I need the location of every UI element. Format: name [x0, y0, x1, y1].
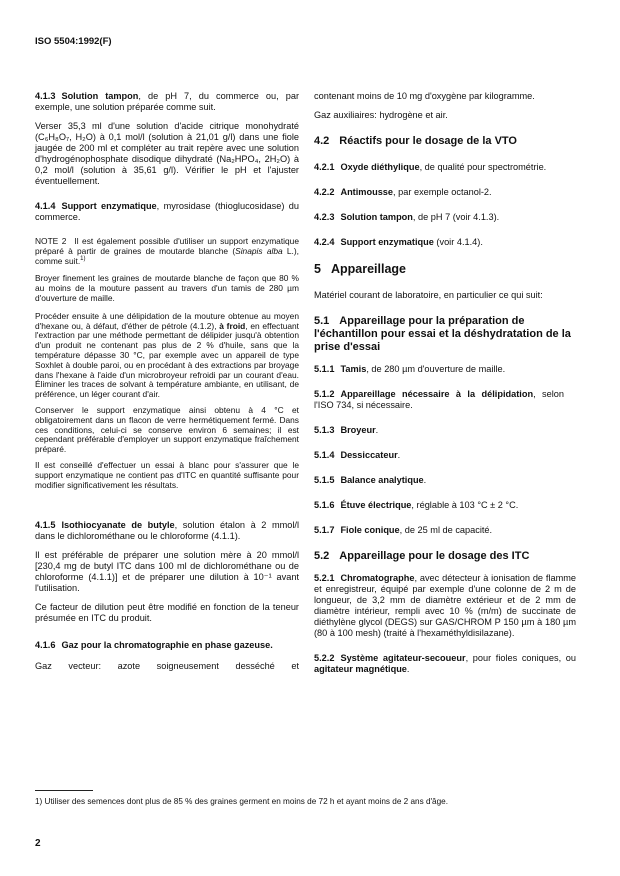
- footnote-ref: 1): [80, 255, 86, 262]
- paragraph-auxiliaires: Gaz auxiliaires: hydrogène et air.: [314, 110, 448, 120]
- clause-title: Antimousse: [340, 187, 394, 197]
- text: , en effectuant l'extraction par une méthode permettant de délipider jusqu'à obtention d'un produit ne contenant pas plus de 2 % d'huile, sans que la température dépasse 30 °C, par exemple avec un appareil de type Soxhlet à double paroi, ou en procédant à des extractions par broyage dans l'hexane à l'aide d'un microbroyeur refroidi par un courant d'eau. Éliminer les traces de solvant à température ambiante, en utilisant, de préférence, un léger courant d'air.: [35, 320, 299, 400]
- paragraph-conserver: Conserver le support enzymatique ainsi obtenu à 4 °C et obligatoirement dans un flacon de verre hermétiquement fermé. Dans ces conditions, celui-ci se conserve environ 6 semaines; il est cependant préférable d'employer un support enzymatique fraîchement préparé.: [35, 404, 299, 455]
- clause-5-1-1: [314, 364, 576, 375]
- clause-number: 5.1.6: [314, 500, 335, 510]
- clause-text: , de 280 µm d'ouverture de maille.: [366, 364, 506, 374]
- heading-title: Appareillage: [330, 262, 406, 276]
- clause-number: 4.1.6: [35, 640, 56, 651]
- clause-number: 4.2.3: [314, 212, 335, 222]
- clause-title: Tamis: [340, 364, 367, 374]
- paragraph-facteur: Ce facteur de dilution peut être modifié en fonction de la teneur présumée en ITC du produit.: [35, 602, 299, 624]
- paragraph-verser: Verser 35,3 ml d'une solution d'acide citrique monohydraté (C₆H₈O₇, H₂O) à 0,1 mol/l (solution à 21,01 g/l) dans une fiole jaugée de 200 ml et compléter au trait repère avec une solution d'hydrogénophosphate disodique dihydraté (Na₂HPO₄, 2H₂O) à 0,2 mol/l (solution à 35,61 g/l). Vérifier le pH et l'ajuster éventuellement.: [35, 121, 299, 186]
- clause-number: 4.2.1: [314, 162, 335, 172]
- heading-number: 5.2: [314, 550, 330, 562]
- clause-4-2-4: [314, 237, 576, 248]
- clause-title: Balance analytique: [340, 475, 424, 485]
- clause-number: 4.1.5: [35, 520, 56, 531]
- clause-number: 4.2.2: [314, 187, 335, 197]
- clause-number: 4.2.4: [314, 237, 335, 247]
- footnote: 1) Utiliser des semences dont plus de 85 % des graines germent en moins de 72 h et ayant moins de 2 ans d'âge.: [35, 797, 448, 806]
- clause-title: Solution tampon: [61, 91, 139, 101]
- clause-text: , de 25 ml de capacité.: [399, 525, 493, 535]
- clause-text: , de pH 7 (voir 4.1.3).: [412, 212, 500, 222]
- clause-text: (voir 4.1.4).: [433, 237, 483, 247]
- clause-4-1-6: [35, 640, 299, 651]
- heading-4-2: [314, 135, 576, 148]
- clause-4-1-3: [35, 91, 299, 113]
- paragraph-materiel: Matériel courant de laboratoire, en particulier ce qui suit:: [314, 290, 543, 300]
- clause-text: , de qualité pour spectrométrie.: [419, 162, 547, 172]
- clause-number: 5.1.1: [314, 364, 335, 374]
- clause-text: , par exemple octanol-2.: [393, 187, 492, 197]
- clause-number: 5.2.2: [314, 653, 335, 663]
- text: Procéder ensuite à une délipidation de la mouture obtenue au moyen d'hexane ou, à défaut, d'éther de pétrole (4.1.2),: [35, 310, 299, 331]
- clause-title: Oxyde diéthylique: [340, 162, 420, 172]
- clause-4-2-3: [314, 212, 576, 223]
- bold-text: à froid: [219, 320, 246, 331]
- clause-5-1-7: [314, 525, 576, 536]
- clause-5-2-2: [314, 653, 576, 675]
- footnote-divider: [35, 790, 93, 791]
- clause-title: Broyeur: [340, 425, 376, 435]
- clause-5-2-1: [314, 573, 576, 639]
- paragraph-vecteur: Gaz vecteur: azote soigneusement desséché et: [35, 661, 299, 672]
- clause-title: Support enzymatique: [340, 237, 434, 247]
- clause-text: , réglable à 103 °C ± 2 °C.: [411, 500, 519, 510]
- left-column: [35, 91, 299, 672]
- note-2: [35, 237, 299, 266]
- heading-number: 5: [314, 262, 321, 276]
- heading-5: [314, 262, 576, 276]
- clause-number: 5.1.4: [314, 450, 335, 460]
- paragraph-broyer: Broyer finement les graines de moutarde blanche de façon que 80 % au moins de la mouture passent au travers d'un tamis de 280 µm d'ouverture de maille.: [35, 273, 299, 303]
- heading-title: Appareillage pour le dosage des ITC: [339, 550, 530, 562]
- clause-number: 5.1.7: [314, 525, 335, 535]
- clause-text: .: [423, 475, 427, 485]
- clause-text: , selon l'ISO 734, si nécessaire.: [314, 389, 564, 410]
- clause-text: , de pH 7, du commerce ou, par exemple, une solution préparée comme suit.: [35, 91, 300, 112]
- clause-title: Système agitateur-secoueur: [340, 653, 466, 663]
- clause-text: , myrosidase (thioglucosidase) du commerce.: [35, 201, 299, 222]
- clause-4-2-2: [314, 187, 576, 198]
- clause-title: Solution tampon: [340, 212, 413, 222]
- clause-5-1-6: [314, 500, 576, 511]
- heading-title: Appareillage pour la préparation de l'échantillon pour essai et la déshydratation de la prise d'essai: [314, 315, 571, 353]
- clause-text-end: .: [406, 664, 410, 674]
- clause-text: , solution étalon à 2 mmol/l dans le dichlorométhane ou le chloroforme (4.1.1).: [35, 520, 299, 542]
- clause-text: , avec détecteur à ionisation de flamme et enregistreur, équipé par exemple d'une colonne de 2 m de longueur, de 3,2 mm de diamètre extérieur et de 2 mm de diamètre intérieur, rempli avec 10 % (m/m) de succinate de diéthylène glycol (DEGS) sur GAS/CHROM P 150 µm à 180 µm (80 à 100 mesh) (traité à l'hexaméthyldisilazane).: [314, 573, 576, 638]
- paragraph-proceder: [35, 312, 299, 400]
- clause-title: Support enzymatique: [61, 201, 157, 211]
- clause-4-1-5: [35, 520, 299, 542]
- clause-5-1-3: [314, 425, 576, 436]
- clause-4-1-4: [35, 201, 299, 223]
- clause-5-1-4: [314, 450, 576, 461]
- note-label: NOTE 2: [35, 236, 67, 246]
- clause-title: Étuve électrique: [340, 500, 412, 510]
- paragraph-contenant: contenant moins de 10 mg d'oxygène par kilogramme.: [314, 91, 535, 101]
- heading-5-1: [314, 315, 576, 354]
- clause-title-2: agitateur magnétique: [314, 664, 407, 674]
- clause-number: 4.1.4: [35, 201, 56, 211]
- document-header: ISO 5504:1992(F): [35, 36, 112, 47]
- heading-title: Réactifs pour le dosage de la VTO: [339, 135, 517, 147]
- clause-title: Isothiocyanate de butyle: [61, 520, 175, 531]
- clause-number: 5.1.2: [314, 389, 335, 399]
- note-text-end: L.), comme suit.: [35, 245, 299, 266]
- clause-number: 5.1.3: [314, 425, 335, 435]
- clause-text: .: [270, 640, 273, 651]
- page-number: 2: [35, 838, 41, 849]
- heading-5-2: [314, 550, 576, 563]
- right-column: [314, 91, 576, 675]
- clause-title: Dessiccateur: [340, 450, 398, 460]
- clause-number: 4.1.3: [35, 91, 56, 101]
- clause-title: Gaz pour la chromatographie en phase gazeuse: [61, 640, 271, 651]
- clause-text: .: [397, 450, 401, 460]
- heading-number: 4.2: [314, 135, 330, 147]
- clause-5-1-5: [314, 475, 576, 486]
- clause-title: Appareillage nécessaire à la délipidation: [340, 389, 534, 399]
- clause-number: 5.2.1: [314, 573, 335, 583]
- clause-text: , pour fioles coniques, ou: [465, 653, 577, 663]
- paragraph-conseille: Il est conseillé d'effectuer un essai à blanc pour s'assurer que le support enzymatique ne contient pas d'ITC en quantité suffisante pour modifier significativement les résultats.: [35, 459, 299, 490]
- clause-number: 5.1.5: [314, 475, 335, 485]
- clause-5-1-2: [314, 389, 564, 411]
- paragraph-preferable: Il est préférable de préparer une solution mère à 20 mmol/l [230,4 mg de butyl ITC dans 100 ml de dichlorométhane ou de chloroforme (4.1.1)] et de préparer une dilution à 10⁻¹ avant l'utilisation.: [35, 550, 299, 594]
- heading-number: 5.1: [314, 315, 330, 327]
- clause-title: Chromatographe: [340, 573, 415, 583]
- note-text: Il est également possible d'utiliser un support enzymatique préparé à partir de graines de moutarde blanche (: [35, 236, 299, 256]
- clause-text: .: [375, 425, 379, 435]
- clause-4-2-1: [314, 162, 576, 173]
- note-italic: Sinapis alba: [235, 245, 283, 256]
- clause-title: Fiole conique: [340, 525, 400, 535]
